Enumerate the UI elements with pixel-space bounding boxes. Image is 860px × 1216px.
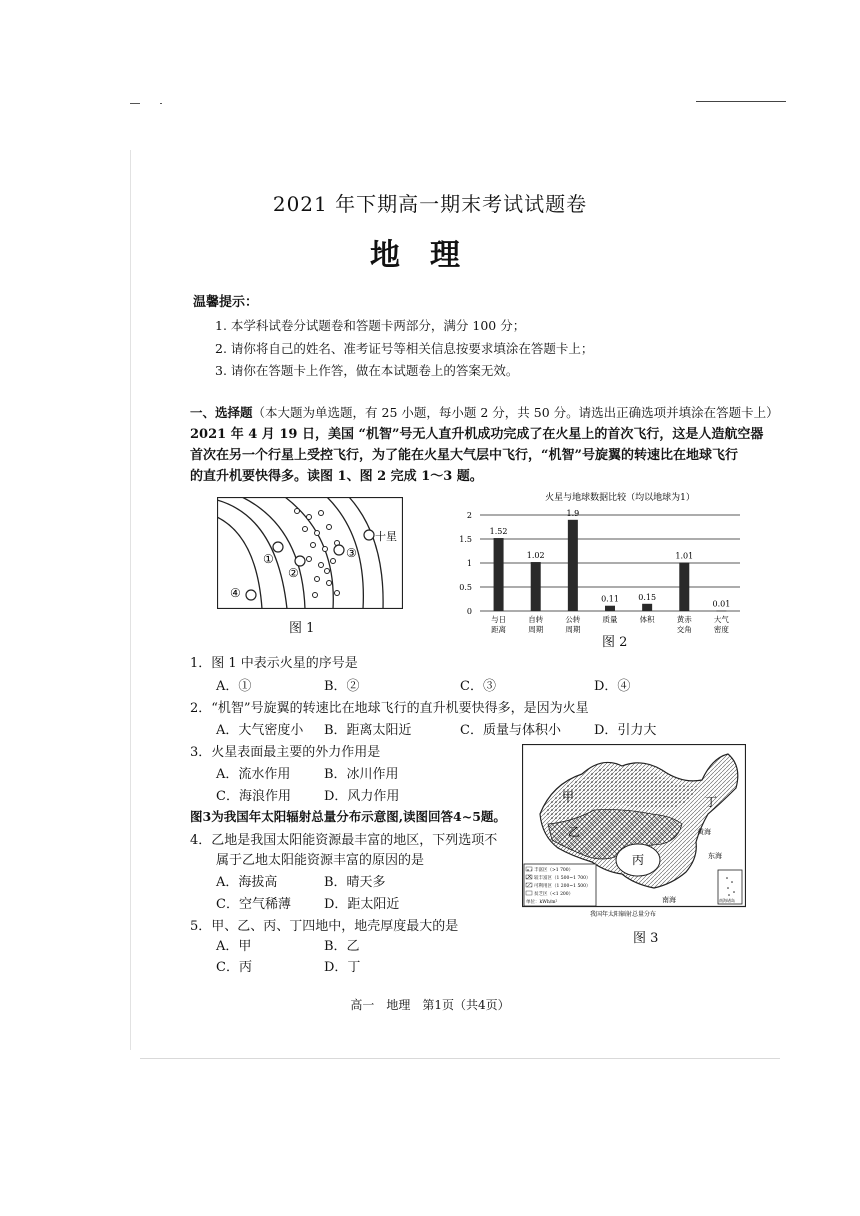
figure2-bar-chart [440,488,750,648]
legend-unit: 单位：kWh/m² [526,900,558,905]
category-label: 密度 [713,625,729,634]
scan-mark [130,103,140,104]
q3-option-d: D．风力作用 [324,789,400,804]
question-5-stem: 5．甲、乙、丙、丁四地中，地壳厚度最大的是 [190,919,459,934]
marker-2: ② [288,566,299,580]
y-tick-label: 1.5 [459,535,472,544]
inset-label: 南海诸岛 [719,898,735,903]
category-label: 质量 [602,615,618,624]
tip-item: 2. 请你将自己的姓名、准考证号等相关信息按要求填涂在答题卡上； [215,341,594,356]
passage-line: 首次在另一个行星上受控飞行，为了能在火星大气层中飞行，“机智”号旋翼的转速比在地球飞行 [190,448,738,463]
chart-title: 火星与地球数据比较（均以地球为1） [545,493,695,503]
bar [531,562,541,611]
category-label: 大气 [713,615,729,624]
bar-value-label: 0.11 [601,594,619,604]
marker-1: ① [263,552,274,566]
region-label-jia: 甲 [562,790,575,804]
bottom-rule [140,1058,780,1059]
page-footer: 高一 地理 第1页（共4页） [350,998,510,1012]
category-label: 与日 [491,615,507,624]
sea-label-huanghai: 黄海 [697,828,711,836]
bar [642,604,652,611]
figure1-orbit-diagram [217,497,403,609]
q5-option-c: C．丙 [216,960,252,975]
tips-heading: 温馨提示： [193,295,259,310]
q2-option-a: A．大气密度小 [216,723,304,738]
q2-option-d: D．引力大 [594,723,657,738]
figure3-intro: 图3为我国年太阳辐射总量分布示意图,读图回答4~5题。 [190,809,506,824]
q4-option-d: D．距太阳近 [324,897,400,912]
bar-value-label: 0.01 [712,599,731,609]
y-tick-label: 0.5 [459,583,472,592]
sea-label-nanhai: 南海 [662,896,676,904]
q2-option-b: B．距离太阳近 [324,723,412,738]
section-title: 一、选择题 [190,405,253,420]
question-3-stem: 3．火星表面最主要的外力作用是 [190,745,381,760]
bar-value-label: 1.02 [526,551,545,561]
category-label: 体积 [639,615,655,624]
figure3-china-solar-map [522,744,746,920]
question-2-stem: 2．“机智”号旋翼的转速比在地球飞行的直升机要快得多，是因为火星 [190,701,589,716]
category-label: 黄赤 [676,615,692,624]
q4-option-a: A．海拔高 [216,875,278,890]
q1-option-b: B．② [324,679,360,694]
category-label: 距离 [491,625,507,634]
figure1-caption: 图 1 [289,621,315,636]
q4-option-b: B．晴天多 [324,875,386,890]
q4-option-c: C．空气稀薄 [216,897,291,912]
question-4-stem-line2: 属于乙地太阳能资源丰富的原因的是 [216,853,425,868]
bar-value-label: 1.52 [489,527,508,537]
figure2-caption: 图 2 [602,635,628,650]
legend-item: 贫乏区（<1 200） [534,892,574,897]
category-label: 公转 [565,615,581,624]
legend-item: 丰富区（>1 700） [534,868,574,873]
q3-option-b: B．冰川作用 [324,767,399,782]
legend-item: 可利用区（1 200~1 500） [534,884,591,889]
passage-line: 2021 年 4 月 19 日，美国 “机智”号无人直升机成功完成了在火星上的首次飞行，这是人造航空器 [190,427,764,442]
q5-option-d: D．丁 [324,960,361,975]
section-heading [190,403,780,423]
margin-line [130,150,131,1050]
q1-option-a: A．① [216,679,252,694]
category-label: 自转 [528,615,544,624]
section-instructions: （本大题为单选题，有 25 小题，每小题 2 分，共 50 分。请选出正确选项并填涂在答题卡上） [252,405,779,420]
bar [568,520,578,611]
bar [494,538,504,611]
question-4-stem-line1: 4．乙地是我国太阳能资源最丰富的地区，下列选项不 [190,833,498,848]
category-label: 周期 [528,625,544,634]
q1-option-c: C．③ [460,679,496,694]
tip-item: 1. 本学科试卷分试题卷和答题卡两部分，满分 100 分； [215,318,526,333]
sea-label-donghai: 东海 [708,852,722,860]
marker-3: ③ [346,546,357,560]
y-tick-label: 2 [466,511,472,520]
category-label: 交角 [676,625,692,634]
region-label-yi: 乙 [568,825,581,839]
marker-4: ④ [230,586,241,600]
scan-mark [160,103,162,104]
region-label-bing: 丙 [632,853,645,867]
q1-option-d: D．④ [594,679,631,694]
subject-title: 地理 [370,238,490,273]
q2-option-c: C．质量与体积小 [460,723,561,738]
region-label-ding: 丁 [705,795,718,809]
exam-title: 2021 年下期高一期末考试试题卷 [272,192,588,216]
q5-option-a: A．甲 [216,939,252,954]
bar-value-label: 0.15 [638,592,657,602]
passage-line: 的直升机要快得多。读图 1、图 2 完成 1～3 题。 [190,469,483,484]
q3-option-a: A．流水作用 [216,767,291,782]
header-rule [696,101,786,102]
legend-item: 较丰富区（1 500~1 700） [534,876,591,881]
tip-item: 3. 请你在答题卡上作答，做在本试题卷上的答案无效。 [215,363,519,378]
q5-option-b: B．乙 [324,939,360,954]
bar [716,611,726,612]
y-tick-label: 0 [466,607,472,616]
bar [605,606,615,611]
category-label: 周期 [565,625,581,634]
map-caption: 我国年太阳辐射总量分布 [590,911,657,918]
figure3-caption: 图 3 [633,931,659,946]
q3-option-c: C．海浪作用 [216,789,291,804]
bar-value-label: 1.9 [566,508,580,518]
saturn-label: 十星 [375,530,397,543]
question-1-stem: 1．图 1 中表示火星的序号是 [190,656,358,671]
bar [679,563,689,611]
y-tick-label: 1 [466,559,472,568]
bar-value-label: 1.01 [675,551,694,561]
